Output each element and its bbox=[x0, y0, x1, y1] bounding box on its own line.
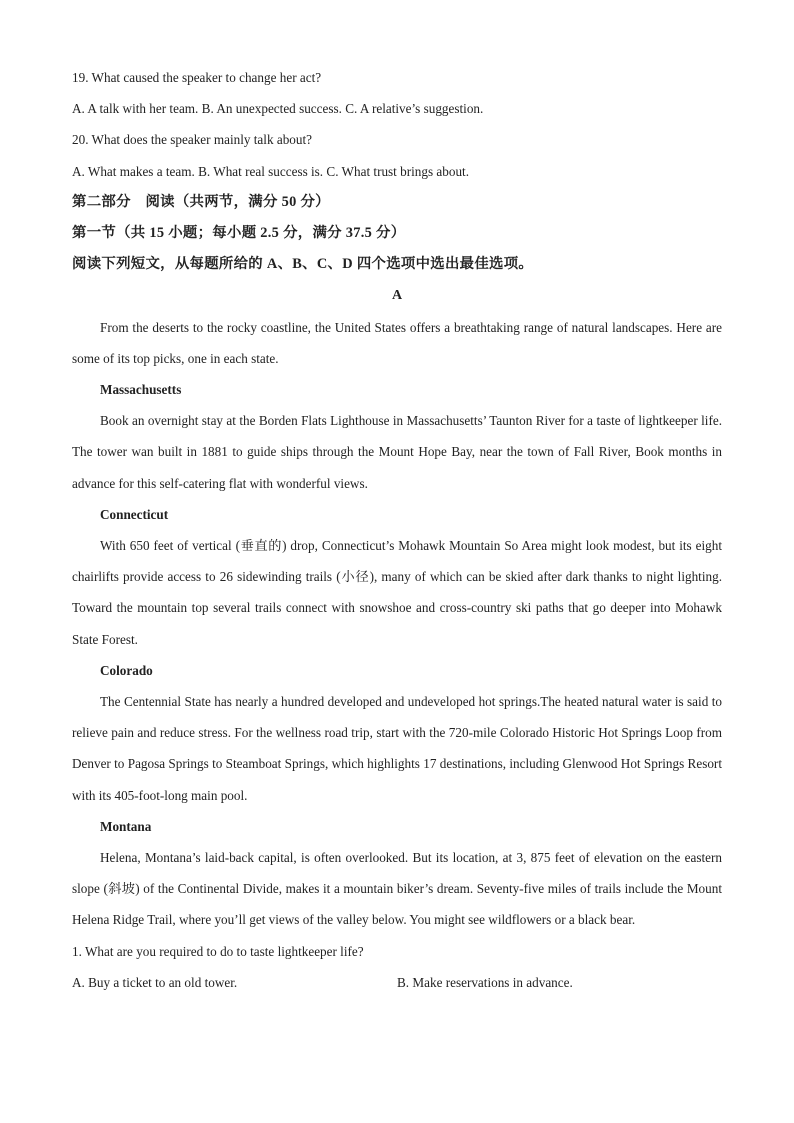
question-1-options bbox=[72, 967, 722, 998]
question-20-options: A. What makes a team. B. What real success is. C. What trust brings about. bbox=[72, 163, 470, 179]
section-body-massachusetts: Book an overnight stay at the Borden Flats Lighthouse in Massachusetts’ Taunton River for a taste of lightkeeper life. The tower wan built in 1881 to guide ships through the Mount Hope Bay, near the town of Fall River, Book months in advance for this self-catering flat with wonderful views. bbox=[72, 413, 722, 491]
question-19-options: A. A talk with her team. B. An unexpected success. C. A relative’s suggestion. bbox=[72, 101, 484, 117]
section-body-colorado: The Centennial State has nearly a hundred developed and undeveloped hot springs.The heated natural water is said to relieve pain and reduce stress. For the wellness road trip, start with the 720-mile Colorado Historic Hot Springs Loop from Denver to Pagosa Springs to Steamboat Springs, which highlights 17 destinations, including Glenwood Hot Springs Resort with its 405-foot-long main pool. bbox=[72, 694, 722, 803]
question-1-option-b: B. Make reservations in advance. bbox=[397, 974, 573, 990]
section-body-connecticut: With 650 feet of vertical (垂直的) drop, Connecticut’s Mohawk Mountain So Area might look modest, but its eight chairlifts provide access to 26 sidewinding trails (小径), many of which can be skied after dark thanks to night lighting. Toward the mountain top several trails connect with snowshoe and cross-country ski paths that go deeper into Mohawk State Forest. bbox=[72, 538, 722, 647]
question-20: 20. What does the speaker mainly talk about? bbox=[72, 132, 312, 148]
part-title: 第二部分 阅读（共两节，满分 50 分） bbox=[72, 193, 330, 210]
passage-intro: From the deserts to the rocky coastline, the United States offers a breathtaking range of natural landscapes. Here are some of its top picks, one in each state. bbox=[72, 319, 722, 366]
section-heading-massachusetts: Massachusetts bbox=[100, 382, 182, 398]
passage-label: A bbox=[391, 288, 403, 304]
section-heading-montana: Montana bbox=[100, 818, 152, 834]
question-1: 1. What are you required to do to taste lightkeeper life? bbox=[72, 943, 364, 959]
section-heading-connecticut: Connecticut bbox=[100, 506, 169, 522]
section-heading-colorado: Colorado bbox=[100, 662, 153, 678]
section-body-montana: Helena, Montana’s laid-back capital, is often overlooked. But its location, at 3, 875 feet of elevation on the eastern slope (斜坡) of the Continental Divide, makes it a mountain biker’s dream. Seventy-five miles of trails include the Mount Helena Ridge Trail, where you’ll get views of the valley below. You might see wildflowers or a black bear. bbox=[72, 850, 722, 928]
subsection-title: 第一节（共 15 小题；每小题 2.5 分，满分 37.5 分） bbox=[72, 225, 406, 242]
instruction: 阅读下列短文，从每题所给的 A、B、C、D 四个选项中选出最佳选项。 bbox=[72, 256, 534, 273]
exam-page bbox=[72, 62, 722, 998]
question-19: 19. What caused the speaker to change her act? bbox=[72, 70, 322, 85]
question-1-option-a: A. Buy a ticket to an old tower. bbox=[72, 974, 238, 990]
